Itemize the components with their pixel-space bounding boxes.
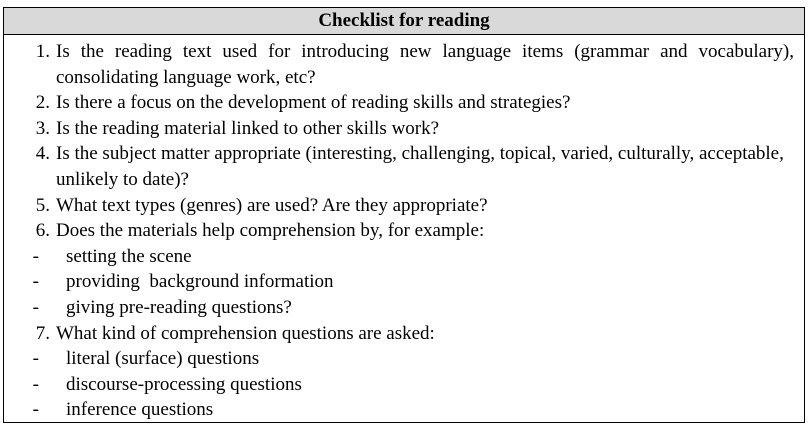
sub-item-text: literal (surface) questions bbox=[66, 348, 260, 370]
item-number: 2. bbox=[35, 92, 50, 114]
sub-item bbox=[4, 346, 794, 372]
checklist-item-5 bbox=[4, 193, 794, 219]
item-text: Is the subject matter appropriate (interesting, challenging, topical, varied, culturally, acceptable, unlikely to date)? bbox=[56, 143, 784, 190]
checklist-item-2 bbox=[4, 90, 794, 116]
item-text: Is the reading text used for introducing new language items (grammar and vocabulary), consolidating language work, etc? bbox=[56, 41, 794, 88]
item-text: Does the materials help comprehension by, for example: bbox=[56, 220, 485, 242]
checklist-item-1 bbox=[4, 39, 794, 90]
dash-marker: - bbox=[32, 245, 39, 267]
sub-item bbox=[4, 244, 794, 270]
sub-item-text: giving pre-reading questions? bbox=[66, 296, 292, 318]
sub-item-text: providing background information bbox=[66, 271, 334, 293]
sub-item-text: inference questions bbox=[66, 399, 214, 421]
checklist-item-4 bbox=[4, 141, 794, 192]
checklist-item-6 bbox=[4, 218, 794, 244]
sub-item bbox=[4, 295, 794, 321]
checklist-body bbox=[4, 35, 804, 423]
dash-marker: - bbox=[32, 348, 39, 370]
sub-item bbox=[4, 397, 794, 423]
dash-marker: - bbox=[32, 399, 39, 421]
item-text: Is there a focus on the development of reading skills and strategies? bbox=[56, 92, 571, 114]
item-number: 7. bbox=[35, 322, 50, 344]
dash-marker: - bbox=[32, 296, 39, 318]
checklist-item-7 bbox=[4, 321, 794, 347]
item-text: Is the reading material linked to other skills work? bbox=[56, 117, 440, 139]
sub-item-text: setting the scene bbox=[66, 245, 192, 267]
table-header: Checklist for reading bbox=[4, 8, 804, 35]
sub-item-text: discourse-processing questions bbox=[66, 373, 302, 395]
item-number: 6. bbox=[35, 220, 50, 242]
item-number: 1. bbox=[35, 41, 50, 62]
item-text: What text types (genres) are used? Are they appropriate? bbox=[56, 194, 488, 216]
dash-marker: - bbox=[32, 271, 39, 293]
item-number: 5. bbox=[35, 194, 50, 216]
item-number: 4. bbox=[35, 143, 50, 165]
checklist-table bbox=[3, 7, 805, 423]
checklist-item-3 bbox=[4, 116, 794, 142]
sub-item bbox=[4, 372, 794, 398]
sub-item bbox=[4, 269, 794, 295]
item-number: 3. bbox=[35, 117, 50, 139]
dash-marker: - bbox=[32, 373, 39, 395]
item-text: What kind of comprehension questions are asked: bbox=[56, 322, 435, 344]
